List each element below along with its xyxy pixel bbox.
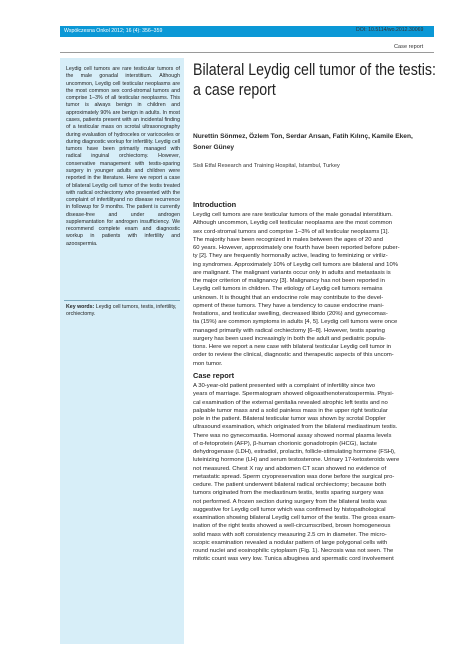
- text-line: opment of these tumors. They have a tendency to cause endocrine mani-: [193, 302, 384, 309]
- text-line: cal examination of the external genitalia revealed atrophic left testis and no: [193, 399, 388, 406]
- text-line: are malignant. The malignant variants occur only in adults and metastasis is: [193, 269, 391, 276]
- text-line: of α-fetoprotein (AFP), β-human chorionic gonadotropin (HCG), lactate: [193, 440, 377, 447]
- text-line: mon tumor.: [193, 360, 223, 367]
- text-line: cedure. The patient underwent bilateral radical orchiectomy; because both: [193, 482, 387, 488]
- header-divider: [60, 52, 434, 53]
- text-line: luteinizing hormone (LH) and serum testosterone. Urinary 17-ketosteroids were: [193, 457, 400, 464]
- text-line: A 30-year-old patient presented with a complaint of infertility since two: [193, 383, 376, 389]
- text-line: not performed. A frozen section during surgery from the bilateral testis was: [193, 498, 387, 505]
- text-line: examination showing bilateral Leydig cell tumor of the testis. The gross exam-: [193, 515, 396, 521]
- case-report-heading: Case report: [193, 371, 235, 380]
- text-line: Leydig cell tumors in children. The etiology of Leydig cell tumors remains: [193, 286, 383, 293]
- text-line: There was no gynecomastia. Hormonal assay showed normal plasma levels: [193, 432, 392, 439]
- text-line: festations, and testicular swelling, decreased libido (20%) and gynecomas-: [193, 311, 388, 317]
- keywords-label: Key words:: [66, 304, 95, 310]
- text-line: tions. Here we report a new case with bilateral testicular Leydig cell tumor in: [193, 344, 392, 350]
- text-line: metastatic spread. Sperm cryopreservation was done before the surgical pro-: [193, 473, 395, 480]
- text-line: dehydrogenase (LDH), estradiol, prolactin, follicle-stimulating hormone (FSH),: [193, 449, 396, 455]
- affiliation: Sisli Etfal Research and Training Hospital, Istambul, Turkey: [193, 163, 340, 169]
- authors: [193, 131, 433, 153]
- text-line: ing syndromes. Approximately 10% of Leydig cell tumors are bilateral and 10%: [193, 261, 398, 268]
- text-line: years of marriage. Spermatogram showed oligoasthenoteratospermia. Physi-: [193, 391, 394, 398]
- text-line: round nuclei and eosinophilic cytoplasm (Fig. 1). Necrosis was not seen. The: [193, 548, 394, 554]
- article-type-label: Case report: [394, 44, 424, 50]
- title-line: Bilateral Leydig cell tumor of the testis:: [193, 61, 436, 79]
- text-line: Leydig cell tumors are rare testicular tumors of the male gonadal interstitium.: [193, 212, 393, 218]
- abstract-text: Leydig cell tumors are rare testicular tumors of the male gonadal interstitium. Although uncommon, Leydig cell testicular neoplasms are the most common sex cord-stromal tumors and comprise 1–3% of all testicular neoplasms. This tumor is always benign in children and approximately 90% are benign in adults. In most cases, patients present with an incidental finding of a testicular mass on scrotal ultrasonography during evaluation of hydroceles or varicoceles or during diagnostic workup for infertility. Leydig cell tumors have been primarily managed with radical inguinal orchiectomy. However, conservative management with testis-sparing surgery in younger adults and children were reported in the literature. Here we report a case of bilateral Leydig cell tumor of the testis treated with radical orchiectomy who presented with the complaint of infertilityand no disease recurrence in followup for 9 months. The patient is currently disease-free and under androgen supplemantation for androgen insufficiency. We recommend complete exam and diagnostic workup in patients with infertility and azoospermia.: [66, 66, 180, 247]
- introduction-heading: Introduction: [193, 200, 237, 209]
- text-line: tumors originated from the mediastinum testis, testis sparing surgery was: [193, 490, 384, 497]
- text-line: sex cord-stromal tumors and comprise 1–3% of all testicular neoplasms [1].: [193, 228, 390, 235]
- text-line: suggestive for Leydig cell tumor which was confirmed by histopathological: [193, 506, 386, 513]
- text-line: surgery has been used increasingly in both the adult and pediatric popula-: [193, 335, 386, 342]
- text-line: ultrasound examination, which originated from the bilateral mediastinum testis.: [193, 424, 398, 431]
- text-line: tia (15%) are common symptoms in adults [4, 5]. Leydig cell tumors were once: [193, 319, 398, 326]
- text-line: 60 years. However, approximately one fourth have been reported before puber-: [193, 245, 400, 251]
- title-line: a case report: [193, 81, 276, 99]
- text-line: palpable tumor mass and a solid painless mass in the upper right testicular: [193, 407, 388, 414]
- abstract-divider: [64, 300, 180, 301]
- article-title: [193, 60, 436, 100]
- text-line: solid mass with soft consistency measuring 2.5 cm in diameter. The micro-: [193, 531, 387, 538]
- text-line: the major criterion of malignancy [3]. Malignancy has not been reported in: [193, 278, 385, 284]
- journal-citation: Współczesna Onkol 2012; 16 (4): 356–359: [64, 28, 163, 34]
- text-line: mitotic count was very low. Tunica albuginea and spermatic cord involvement: [193, 556, 394, 563]
- text-line: order to review the clinical, diagnostic and therapeutic aspects of this uncom-: [193, 352, 394, 359]
- text-line: ination of the right testis showed a well-circumscribed, brown homogeneous: [193, 523, 391, 530]
- text-line: Although uncommon, Leydig cell testicular neoplasms are the most common: [193, 220, 393, 227]
- introduction-body: [193, 211, 434, 368]
- text-line: unknown. It is thought that an endocrine role may contribute to the devel-: [193, 294, 384, 301]
- text-line: managed primarily with radical orchiectomy [6–8]. However, testis sparing: [193, 327, 385, 334]
- keywords-text: Leydig cell tumors, testis, infertility, orchiectomy.: [66, 304, 177, 318]
- keywords-block: [66, 304, 180, 319]
- text-line: ty [2]. They are frequently hormonally active, leading to feminizing or viriliz-: [193, 253, 388, 260]
- case-report-body: [193, 382, 434, 564]
- authors-line: Soner Güney: [193, 144, 235, 151]
- text-line: not measured. Chest X ray and abdomen CT scan showed no evidence of: [193, 465, 387, 472]
- text-line: pole in the patient. Bilateral testicular tumor was shown by scrotal Doppler: [193, 416, 386, 422]
- text-line: scopic examination revealed a nodular pattern of large polygonal cells with: [193, 539, 388, 546]
- doi-label[interactable]: DOI: 10.5114/wo.2012.30069: [356, 27, 424, 33]
- text-line: The majority have been recognized in males between the ages of 20 and: [193, 236, 383, 243]
- authors-line: Nurettin Sönmez, Özlem Ton, Serdar Arısan, Fatih Kılınç, Kamile Eken,: [193, 133, 413, 140]
